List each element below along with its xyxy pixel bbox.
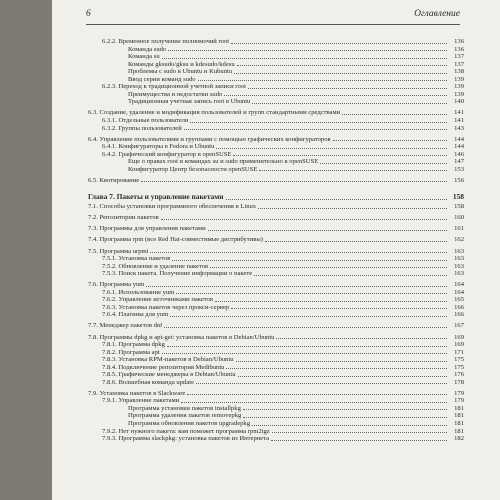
dot-leader [215,301,447,302]
toc-page-number: 144 [454,143,464,151]
book-page [52,0,500,500]
toc-entry-label: 6.4.2. Графический конфигуратор в openSUSE [102,150,232,158]
toc-entry-label: Ввод серии команд sudo [128,75,196,83]
dot-leader [233,155,447,156]
toc-entry-label: 7.9.3. Программа slackpkg: установка пакетов из Интернета [102,435,270,443]
toc-page-number: 166 [454,303,464,311]
dot-leader [252,425,447,426]
toc-entry-label: Преимущества и недостатки sudo [128,90,223,98]
dot-leader [176,293,447,294]
toc-entry-label: 7.6. Программа yum [88,281,145,289]
toc-entry-label: 7.8.5. Графические менеджеры в Debian/Ubuntu [102,371,236,379]
toc-entry-label: 7.8.3. Установка RPM-пакетов в Debian/Ubuntu [102,356,234,364]
toc-entry [88,143,464,151]
toc-entry [88,177,464,185]
toc-page-number: 137 [454,60,464,68]
toc-entry-label: 6.4. Управление пользователями и группами с помощью графических конфигураторов [88,135,331,143]
toc-entry-label: 6.3.2. Группы пользователей [102,124,182,132]
toc-entry-label: 7.9.1. Управление пакетами [102,397,180,405]
toc-page-number: 146 [454,150,464,158]
toc-entry-label: Проблемы с sudo в Ubuntu и Kubuntu [128,68,233,76]
toc-page-number: 139 [454,83,464,91]
dot-leader [196,383,447,384]
toc-entry-label: Команда su [128,53,160,61]
toc-entry [88,46,464,54]
toc-page-number: 139 [454,90,464,98]
toc-entry-label: 7.6.3. Установка пакетов через прокси-сервер [102,303,230,311]
dot-leader [164,327,447,328]
toc-page-number: 139 [454,75,464,83]
toc-entry-label: 6.4.1. Конфигураторы в Fedora и Ubuntu [102,143,215,151]
toc-entry [88,356,464,364]
toc-entry [88,203,464,211]
dot-leader [161,219,447,220]
toc-entry-label: 7.5.3. Поиск пакета. Получение информации о пакете [102,270,253,278]
dot-leader [162,58,447,59]
toc-entry [88,263,464,271]
toc-entry [88,109,464,117]
toc-page-number: 158 [454,203,464,211]
toc-entry [88,117,464,125]
toc-chapter [88,192,464,202]
toc-entry [88,371,464,379]
dot-leader [243,417,447,418]
toc-entry [88,83,464,91]
toc-entry-label: 6.5. Квотирование [88,176,140,184]
toc-entry-label: 7.7. Менеджер пакетов dnf [88,322,163,330]
dot-leader [181,402,447,403]
toc-entry [88,420,464,428]
dot-leader [259,170,447,171]
toc-entry [88,61,464,69]
toc-page-number: 181 [454,404,464,412]
toc-page-number: 147 [454,158,464,166]
toc-entry [88,405,464,413]
dot-leader [226,368,447,369]
dot-leader [210,267,447,268]
toc-page-number: 179 [454,397,464,405]
toc-entry [88,397,464,405]
toc-page-number: 160 [454,214,464,222]
dot-leader [254,275,447,276]
toc-entry-label: 7.8. Программы dpkg и apt-get: установка пакетов в Debian/Ubuntu [88,333,275,341]
toc-entry [88,435,464,443]
toc-entry [88,289,464,297]
dot-leader [333,140,447,141]
toc-entry [88,412,464,420]
toc-page-number: 137 [454,53,464,61]
dot-leader [216,148,447,149]
toc-entry [88,296,464,304]
toc-entry [88,341,464,349]
toc-entry [88,304,464,312]
toc-page-number: 153 [454,165,464,173]
toc-page-number: 158 [452,192,464,202]
toc-page-number: 179 [454,389,464,397]
toc-entry [88,390,464,398]
toc-entry-label: 7.8.4. Подключение репозитория Medibuntu [102,363,225,371]
toc-page-number: 163 [454,270,464,278]
toc-entry-label: 7.8.6. Волшебная команда update [102,378,195,386]
toc-entry [88,428,464,436]
toc-page-number: 163 [454,247,464,255]
toc-page-number: 141 [454,109,464,117]
toc-entry-label: 7.5.1. Установка пакетов [102,255,171,263]
toc-entry [88,38,464,46]
dot-leader [265,241,447,242]
dot-leader [272,432,447,433]
toc-page-number: 156 [454,176,464,184]
dot-leader [258,208,447,209]
toc-entry-label: Программа удаления пакетов removepkg [128,412,242,420]
dot-leader [252,103,447,104]
toc-entry [88,281,464,289]
toc-page-number: 164 [454,281,464,289]
toc-entry [88,364,464,372]
toc-entry-label: 7.4. Программа rpm (все Red Hat-совместимые дистрибутивы) [88,236,263,244]
dot-leader [271,440,447,441]
dot-leader [243,409,447,410]
toc-entry-label: 6.2.3. Переход к традиционной учетной записи root [102,83,246,91]
toc-page-number: 181 [454,420,464,428]
toc-entry [88,158,464,166]
toc-entry-label: Глава 7. Пакеты и управление пакетами [88,192,224,202]
dot-leader [187,394,447,395]
toc-entry [88,334,464,342]
toc-page-number: 181 [454,412,464,420]
dot-leader [184,129,447,130]
toc-entry-label: 7.6.2. Управление источниками пакетов [102,296,213,304]
toc-page-number: 166 [454,311,464,319]
toc-entry [88,125,464,133]
dot-leader [198,80,447,81]
toc-entry [88,379,464,387]
dot-leader [237,65,447,66]
page-header [86,6,460,25]
toc-entry-label: Традиционная учетная запись root в Ubuntu [128,98,251,106]
toc-entry-label: 7.8.2. Программа apt [102,348,160,356]
dot-leader [150,252,447,253]
dot-leader [190,122,447,123]
toc-entry-label: 7.6.4. Плагины для yum [102,311,169,319]
toc-page-number: 163 [454,262,464,270]
toc-page-number: 143 [454,124,464,132]
dot-leader [170,316,447,317]
toc-entry [88,76,464,84]
toc-entry [88,214,464,222]
toc-page-number: 144 [454,135,464,143]
toc-entry-label: Команды gksudo/gksu и kdesudo/kdesu [128,60,235,68]
toc-entry-label: 6.2.2. Временное получение полномочий root [102,38,230,45]
running-title: Оглавление [414,9,460,19]
toc-entry [88,68,464,76]
dot-leader [224,95,447,96]
toc-page-number: 178 [454,378,464,386]
toc-entry-label: 6.3. Создание, удаление и модификация пользователей и групп стандартными средствами [88,109,341,117]
toc-page-number: 161 [454,225,464,233]
toc-entry [88,53,464,61]
dot-leader [231,43,447,44]
dot-leader [141,181,447,182]
toc-page-number: 169 [454,341,464,349]
toc-entry [88,151,464,159]
dot-leader [236,361,447,362]
dot-leader [231,308,447,309]
toc-entry [88,311,464,319]
toc-page-number: 181 [454,427,464,435]
dot-leader [167,346,447,347]
dot-leader [276,338,447,339]
toc-entry-label: Программа установки пакетов installpkg [128,404,241,412]
toc-entry-label: 7.5.2. Обновление и удаление пакетов [102,262,209,270]
toc-page-number: 136 [454,45,464,53]
toc-entry [88,255,464,263]
toc-entry [88,166,464,174]
toc-page-number: 171 [454,348,464,356]
toc-entry-label: 7.8.1. Программа dpkg [102,341,165,349]
toc-page-number: 175 [454,356,464,364]
toc-entry-label: Команда sudo [128,45,167,53]
toc-entry [88,349,464,357]
toc-entry [88,236,464,244]
toc-page-number: 141 [454,116,464,124]
toc-page-number: 167 [454,322,464,330]
toc-entry-label: Еще о правах root и командах su и sudo применительно к openSUSE [128,158,319,166]
dot-leader [168,50,447,51]
toc-entry-label: 7.6.1. Использование yum [102,288,175,296]
dot-leader [208,230,447,231]
dot-leader [234,73,447,74]
toc-entry-label: Конфигуратор Центр безопасности openSUSE [128,165,258,173]
toc-entry [88,248,464,256]
toc-entry-label: 7.3. Программы для управления пакетами [88,225,206,233]
toc-page-number: 163 [454,255,464,263]
toc-entry [88,136,464,144]
toc-entry-label: 7.2. Репозитории пакетов [88,214,159,222]
toc-page-number: 138 [454,68,464,76]
toc-page-number: 176 [454,371,464,379]
toc-entry-label: 7.5. Программа urpmi [88,247,149,255]
page-number: 6 [86,9,91,19]
toc-page-number: 136 [454,38,464,45]
toc-entry-label: Программа обновления пакетов upgradepkg [128,420,251,428]
dot-leader [162,353,447,354]
toc-entry-label: 6.3.1. Отдельные пользователи [102,116,189,124]
dot-leader [146,286,447,287]
toc-page-number: 164 [454,288,464,296]
toc-entry-label: 7.1. Способы установки программного обеспечения в Linux [88,203,257,211]
toc-page-number: 162 [454,236,464,244]
dot-leader [342,114,447,115]
toc-page-number: 140 [454,98,464,106]
dot-leader [248,88,447,89]
toc-entry [88,270,464,278]
toc-entry-label: 7.9.2. Нет нужного пакета: вам поможет программа rpm2tgz [102,427,270,435]
dot-leader [226,199,447,200]
toc-page-number: 182 [454,435,464,443]
toc-entry [88,225,464,233]
dot-leader [238,376,447,377]
toc-entry [88,91,464,99]
toc-page-number: 165 [454,296,464,304]
toc-page-number: 169 [454,333,464,341]
toc-entry [88,322,464,330]
table-of-contents [88,38,464,443]
dot-leader [320,163,447,164]
toc-page-number: 175 [454,363,464,371]
dot-leader [172,260,447,261]
toc-entry-label: 7.9. Установка пакетов в Slackware [88,389,186,397]
toc-entry [88,98,464,106]
